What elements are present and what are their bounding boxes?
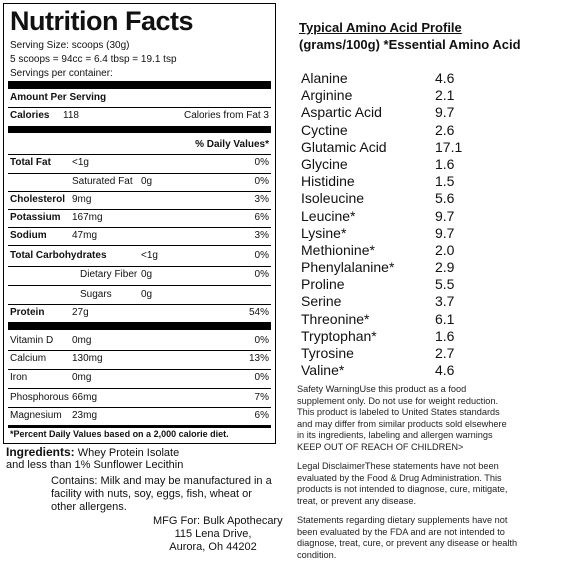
fda-disclaimer: Statements regarding dietary supplements have not been evaluated by the FDA and are not intended to diagnose, treat, cure, or prevent any disease or health condition. — [297, 515, 518, 560]
divider — [8, 304, 271, 305]
nutrient-row-dietary-fiber: Dietary Fiber 0g 0% — [80, 269, 269, 280]
divider — [8, 350, 271, 351]
serving-equivalent: 5 scoops = 94cc = 6.4 tbsp = 19.1 tsp — [10, 54, 177, 65]
amino-row: Glutamic Acid 17.1 — [301, 138, 463, 155]
manufacturer-line-3: Aurora, Oh 44202 — [169, 541, 257, 553]
ingredients-text: Whey Protein Isolate — [74, 447, 180, 459]
divider — [8, 285, 271, 286]
amino-row: Alanine 4.6 — [301, 70, 455, 86]
amino-row: Valine* 4.6 — [301, 362, 455, 379]
legal-disclaimer: Legal DisclaimerThese statements have not been evaluated by the Food & Drug Administration. This products is not intended to diagnose, cure, mitigate, treat, or prevent any disease. — [297, 461, 508, 506]
vitamin-row-iron: Iron 0mg 0% — [10, 372, 269, 383]
divider — [8, 369, 271, 370]
servings-per-container: Servings per container: — [10, 68, 113, 79]
amino-row: Arginine 2.1 — [301, 87, 455, 104]
nutrient-row-total-carbohydrates: Total Carbohydrates <1g 0% — [10, 250, 269, 261]
nutrient-row-total-fat: Total Fat <1g 0% — [10, 157, 269, 168]
thick-divider — [8, 425, 271, 428]
vitamin-row-vitamin-d: Vitamin D 0mg 0% — [10, 335, 269, 346]
allergens-line-1: Contains: Milk and may be manufactured in a — [51, 475, 272, 487]
amino-acid-list — [301, 70, 477, 379]
manufacturer-line-2: 115 Lena Drive, — [174, 528, 252, 540]
serving-size: Serving Size: scoops (30g) — [10, 40, 130, 51]
manufacturer-line-1: MFG For: Bulk Apothecary — [153, 515, 283, 527]
daily-values-footnote: *Percent Daily Values based on a 2,000 calorie diet. — [10, 429, 229, 439]
amino-row: Isoleucine 5.6 — [301, 190, 455, 207]
amino-row: Tryptophan* 1.6 — [301, 327, 455, 344]
nutrient-row-protein: Protein 27g 54% — [10, 307, 269, 318]
divider — [8, 154, 271, 155]
amino-row: Leucine* 9.7 — [301, 207, 455, 224]
divider — [8, 173, 271, 174]
divider — [8, 227, 271, 228]
amino-row: Aspartic Acid 9.7 — [301, 104, 455, 121]
nutrition-facts-panel — [3, 3, 276, 444]
thick-divider — [8, 322, 271, 330]
amino-row: Threonine* 6.1 — [301, 310, 455, 327]
ingredients-line-1 — [6, 446, 179, 460]
amount-per-serving: Amount Per Serving — [10, 92, 107, 103]
amino-row: Tyrosine 2.7 — [301, 345, 455, 361]
calories-row — [10, 110, 269, 124]
calories-from-fat: Calories from Fat 3 — [183, 110, 269, 121]
divider — [8, 266, 271, 267]
amino-title-line-1: Typical Amino Acid Profile — [299, 20, 462, 35]
vitamin-row-phosphorous: Phosphorous 66mg 7% — [10, 392, 269, 403]
divider — [8, 245, 271, 246]
amino-row: Lysine* 9.7 — [301, 224, 455, 241]
nutrient-row-sugars: Sugars 0g — [80, 289, 153, 300]
vitamin-row-calcium: Calcium 130mg 13% — [10, 353, 269, 364]
safety-warning: Safety WarningUse this product as a food supplement only. Do not use for weight reduction. This product is labeled to United States standards and may differ from similar products sold elsewhere in its ingredients, labeling and allergen warnings KEEP OUT OF REACH OF CHILDREN> — [297, 384, 507, 452]
daily-values-header: % Daily Values* — [195, 139, 269, 150]
nutrition-facts-title: Nutrition Facts — [10, 6, 194, 36]
divider — [8, 107, 271, 108]
thick-divider — [8, 81, 271, 89]
nutrient-row-saturated-fat: Saturated Fat 0g 0% — [72, 176, 269, 187]
vitamin-row-magnesium: Magnesium 23mg 6% — [10, 410, 269, 421]
ingredients-label: Ingredients: — [6, 445, 75, 459]
calories-label: Calories — [10, 110, 50, 121]
amino-title-line-2: (grams/100g) *Essential Amino Acid — [299, 37, 521, 52]
amino-row: Histidine 1.5 — [301, 173, 455, 190]
thick-divider — [8, 126, 271, 133]
divider — [8, 209, 271, 210]
nutrient-row-cholesterol: Cholesterol 9mg 3% — [10, 194, 269, 205]
nutrient-row-potassium: Potassium 167mg 6% — [10, 212, 269, 223]
allergens-line-2: facility with nuts, soy, eggs, fish, wheat or — [51, 488, 252, 500]
nutrient-row-sodium: Sodium 47mg 3% — [10, 230, 269, 241]
allergens-line-3: other allergens. — [51, 501, 127, 513]
calories-value: 118 — [63, 110, 79, 121]
divider — [8, 191, 271, 192]
amino-row: Proline 5.5 — [301, 276, 455, 293]
amino-row: Methionine* 2.0 — [301, 241, 455, 258]
amino-row: Cyctine 2.6 — [301, 121, 455, 138]
amino-acid-profile-title — [299, 19, 521, 53]
amino-row: Phenylalanine* 2.9 — [301, 259, 455, 276]
divider — [8, 388, 271, 389]
amino-row: Glycine 1.6 — [301, 155, 455, 172]
ingredients-line-2: and less than 1% Sunflower Lecithin — [6, 459, 184, 471]
divider — [8, 407, 271, 408]
amino-row: Serine 3.7 — [301, 293, 455, 310]
